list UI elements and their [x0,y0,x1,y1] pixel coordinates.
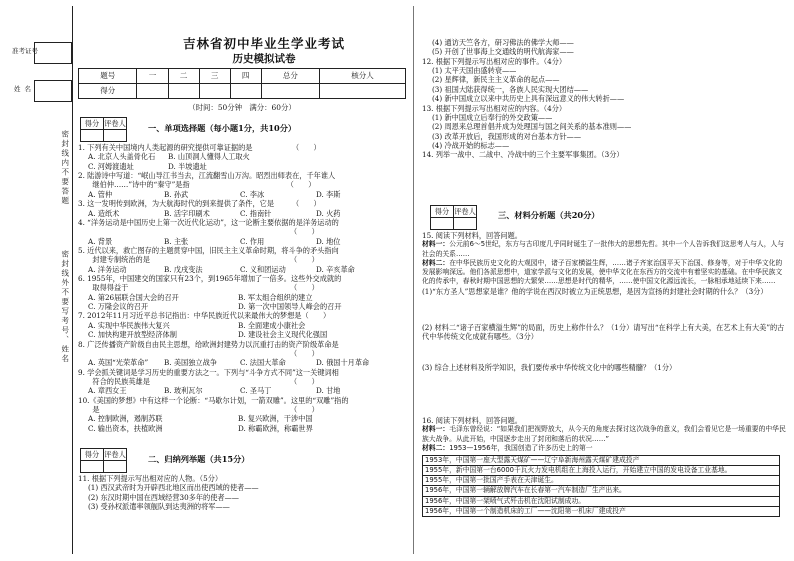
option[interactable]: B. 山顶洞人懂得人工取火 [168,152,250,162]
options-row [88,386,408,395]
option[interactable]: B. 孙武 [164,189,189,199]
option[interactable]: A. 英国“光荣革命” [88,358,149,368]
option[interactable]: B. 戊戌变法 [164,264,203,274]
grader-score-cell[interactable] [81,130,104,142]
table-row: 1956年，中国第一辆解放牌汽车在长春第一汽车制造厂生产出来。 [423,486,779,496]
table-row: 1953年，中国第一座大型露天煤矿——辽宁阜新海州露天煤矿建成投产 [423,456,779,466]
option[interactable]: D. 半坡遗址 [168,161,207,171]
options-row [88,302,408,311]
question-stem: 取得得益于 （ ） [78,283,319,293]
question-stem: 1. 下列有关中国境内人类起源的研究提供可靠证据的是 （ ） [78,143,321,152]
question-stem: 3. 这一发明传到欧洲，为大航海时代的到来提供了条件，它是 （ ） [78,199,321,209]
options-row [88,152,408,161]
option[interactable]: A. 造纸术 [88,208,120,218]
material-1 [422,240,786,258]
question-stem: 符合的民族英雄是 （ ） [78,376,319,386]
option[interactable]: D. 称霸欧洲，称霸世界 [238,423,313,433]
grader-reviewer-label: 评卷人 [104,118,126,128]
answer-line[interactable]: (3) 祖国大陆获得统一，各族人民实现大团结—— [432,84,589,94]
option[interactable]: B. 军太组合组织的建立 [238,292,313,302]
material-label: 材料一： [422,425,450,434]
material-text: 1953—1956年，我国创造了许多历史上的第一 [449,443,593,452]
score-cell: 题号 [79,69,137,84]
material-2 [422,444,786,453]
grader-score-label: 得分 [431,206,454,218]
exam-number-box [34,42,72,64]
option[interactable]: B. 玻利瓦尔 [164,386,203,396]
options-row [88,293,408,302]
option[interactable]: C. 义和团运动 [240,264,286,274]
exam-number-label: 准考证号 [12,47,38,55]
options-row [88,330,408,339]
option[interactable]: D. 俄国十月革命 [316,358,370,368]
answer-line[interactable]: (1) 太平天国由盛转衰—— [432,66,517,76]
options-row [88,162,408,171]
material-label: 材料二： [422,258,450,267]
question-stem: 16. 阅读下列材料，回答问题。 [422,416,522,425]
question-stem: 15. 阅读下列材料，回答问题。 [422,231,522,240]
question-11 [78,474,408,511]
score-cell: 四 [230,69,261,84]
option[interactable]: C. 河姆渡遗址 [88,161,134,171]
score-cell: 一 [137,69,168,84]
score-cell: 二 [168,69,199,84]
score-input-cell[interactable] [320,84,406,99]
exam-note: （时间：50分钟 满分：60分） [188,103,296,112]
score-cell: 三 [199,69,230,84]
option[interactable]: C. 输出资本，扶植欧洲 [88,423,163,433]
score-cell: 总分 [261,69,319,84]
right-top-questions [422,38,786,160]
score-cell: 核分人 [320,69,406,84]
score-input-cell[interactable] [230,84,261,99]
answer-space[interactable] [422,297,786,323]
options-row [88,265,408,274]
options-row [88,209,408,218]
answer-line[interactable]: (5) 开创了世事海上交通线的明代航海家—— [432,47,574,57]
answer-line[interactable]: (4) 冷战开始的标志—— [432,140,510,150]
table-row: 1956年，中国第一个制造机床的工厂——沈阳第一机床厂建成投产 [425,506,626,515]
option[interactable]: D. 辛亥革命 [316,264,355,274]
grader-reviewer-cell[interactable] [104,130,127,142]
material-label: 材料二： [422,443,450,452]
question-stem: 12. 根据下列提示写出相对应的事件。（4分） [422,56,567,66]
score-input-cell[interactable] [137,84,168,99]
answer-line[interactable]: (2) 星辉律，新民主主义革命的起点—— [432,75,560,85]
material-2 [422,259,786,287]
option[interactable]: A. 实现中华民族伟大复兴 [88,320,170,330]
option[interactable]: D. 李斯 [316,189,341,199]
question-15 [422,231,786,373]
options-row [88,190,408,199]
score-cell: 得分 [79,84,137,99]
answer-line[interactable]: (2) 周恩来总理首倡并成为处理国与国之间关系的基本准则—— [432,122,632,132]
grader-reviewer-label: 评卷人 [454,206,476,216]
table-row: 1955年，新中国第一台6000千瓦火力发电机组在上海投入运行，开始建立中国的发电设备工业基地。 [423,466,779,476]
option[interactable]: A. 北京人头盖骨化石 [88,152,156,162]
option[interactable]: C. 圣马丁 [240,386,272,396]
sub-question: (2) 材料二“诸子百家横溢生辉”的局面，历史上称作什么？（1分）请写出“在科学上有大美，在艺术上有大美”的古代中华传统文化成就有哪些。（3分） [422,322,785,341]
option[interactable]: A. 管仲 [88,189,113,199]
option[interactable]: B. 主张 [164,236,189,246]
question-stem: 11. 根据下列提示写出相对应的人物。（5分） [78,474,223,483]
answer-line[interactable]: (4) 通访天竺各方，研习佛法的佛学大师—— [432,38,574,47]
options-row [88,424,408,433]
options-row [88,414,408,423]
question-stem: 10.《美国的梦想》中有这样一个论断：“马歇尔计划，一箭双雕”。这里的“双雕”指的 [78,395,349,405]
question-stem: 继伯仲……”诗中的“秦守”是指 （ ） [78,180,316,190]
material-text: 在中华民族历史文化的大观园中，诸子百家横溢生辉，……诸子齐家治国平天下治国、修身等，对于中华文化的发展影响深远。他们各派思想中，道家学派与文化的发展，使中华文化在东西方的交流中有着坚实的基础。在中华民族文化的传承中，春秋时期中国思想的大繁荣……思想是时代的精华，……使中国文化源远流长，一脉相承地延续下来…… [422,258,783,286]
binding-line [72,6,73,554]
question-stem: 8. 广泛传播资产阶级自由民主思想，给欧洲封建势力以沉重打击的资产阶级革命是 [78,339,339,349]
option[interactable]: D. 甘地 [316,386,341,396]
answer-line[interactable]: (1) 新中国成立后奉行的外交政策—— [432,112,553,122]
question-stem: （ ） [78,227,319,237]
grader-score-cell[interactable] [431,218,454,230]
table-row: 1955年，中国第一批国产手表在天津诞生。 [423,476,779,486]
left-questions [78,143,408,433]
exam-subtitle: 历史模拟试卷 [232,53,296,65]
section-1-title: 一、单项选择题（每小题1分，共10分） [148,123,297,133]
option[interactable]: B. 活字印刷术 [164,208,210,218]
question-stem: 是 （ ） [78,405,319,415]
question-stem: 6. 1955年，中国建交的国家只有23个，到1965年增加了一倍多。这些外交成就的 [78,274,342,284]
option[interactable]: D. 地位 [316,236,341,246]
grader-box-1 [80,117,127,142]
question-stem: 13. 根据下列提示写出相对应的内容。（4分） [422,103,567,113]
name-box [34,80,72,102]
name-label: 姓名 [14,85,35,93]
score-input-cell[interactable] [168,84,199,99]
answer-line[interactable]: (2) 东汉时期中国在西域经营30多年的使者—— [88,492,239,502]
option[interactable]: B. 复兴欧洲，干涉中国 [238,414,313,424]
column-divider [413,6,414,554]
table-row: 1956年，中国第一架喷气式歼击机在沈阳试制成功。 [423,497,779,507]
question-stem: 封建专制统治的是 （ ） [78,255,319,265]
material-1 [422,425,786,443]
material-text: 公元前6～5世纪，东方与古印度几乎同时诞生了一批伟大的思想先哲。其中一个人告诉我们这思考人与人，人与社会的关系…… [422,240,785,258]
options-row [88,321,408,330]
seal-text-inner: 密封线内不要答题 [60,130,70,206]
grader-reviewer-cell[interactable] [454,218,477,230]
exam-title: 吉林省初中毕业生学业考试 [182,36,345,51]
option[interactable]: B. 美国独立战争 [164,358,217,368]
answer-line[interactable]: (3) 受孙权派遣率领舰队到达夷洲的将军—— [88,502,230,512]
grader-box-3 [430,205,477,230]
sub-question: (1)“东方圣人”思想家是谁？他的学说在西汉时被立为正统思想，是因为宣扬的封建社会时期的什么？（3分） [422,287,768,297]
answer-space[interactable] [422,341,786,363]
options-row [88,237,408,246]
grader-reviewer-label: 评卷人 [104,449,126,459]
material-label: 材料一： [422,240,450,249]
option[interactable]: C. 万隆会议的召开 [88,302,149,312]
question-16 [422,416,786,517]
option[interactable]: A. 洋务运动 [88,264,127,274]
score-table [78,68,406,99]
option[interactable]: A. 控制欧洲，遏制苏联 [88,414,163,424]
grader-score-cell[interactable] [81,461,104,473]
option[interactable]: D. 建设社会主义现代化强国 [238,330,328,340]
option[interactable]: C. 加快构建开放型经济体制 [88,330,177,340]
option[interactable]: D. 火药 [316,208,341,218]
option[interactable]: B. 全面建成小康社会 [238,320,306,330]
question-stem: 7. 2012年11月习近平总书记指出：中华民族近代以来最伟大的梦想是（ ） [78,311,331,321]
question-stem: 4. “洋务运动是中国历史上第一次近代化运动”，这一论断主要依据的是洋务运动的 [78,217,339,227]
firsts-table [422,455,780,517]
option[interactable]: D. 第一次中国领导人峰会的召开 [238,302,342,312]
question-stem: （ ） [78,348,319,358]
score-input-cell[interactable] [261,84,319,99]
grader-score-label: 得分 [81,449,104,461]
section-3-title: 三、材料分析题（共20分） [498,210,600,220]
answer-line[interactable]: (1) 西汉武帝时为开辟西北地区而出使西域的使者—— [88,483,259,493]
grader-box-2 [80,448,127,473]
material-text: 毛泽东曾经说：“如果我们把视野放大，从今天的角度去探讨这次战争的意义，我们会看见它是一场重要的中华民族大战争。从此开始，中国逐步走出了封闭和落后的状况……” [422,425,786,443]
option[interactable]: A. 背景 [88,236,113,246]
option[interactable]: A. 章西女王 [88,386,127,396]
option[interactable]: C. 作用 [240,236,265,246]
question-stem: 5. 近代以来，救亡图存的主题贯穿中国，旧民主主义革命时期，将斗争的矛头指向 [78,245,339,255]
answer-line[interactable]: (3) 改革开放后，我国形成的对台基本方针—— [432,131,582,141]
answer-line[interactable]: (4) 新中国成立以来中共历史上具有深远意义的伟大转折—— [432,94,625,104]
question-stem: 14. 列举一战中、二战中、冷战中的三个主要军事集团。（3分） [422,150,624,160]
grader-score-label: 得分 [81,118,104,130]
seal-text-outer: 密封线外不要写考号、姓名 [60,250,70,364]
question-stem: 9. 学会抓关键词是学习历史的重要方法之一。下列与“斗争方式不同”这一关键词相 [78,367,339,377]
section-2-title: 二、归纳列举题（共15分） [148,454,250,464]
grader-reviewer-cell[interactable] [104,461,127,473]
option[interactable]: C. 李冰 [240,189,265,199]
option[interactable]: A. 第26届联合国大会的召开 [88,292,179,302]
score-input-cell[interactable] [199,84,230,99]
sub-question: (3) 综合上述材料及所学知识，我们要传承中华传统文化中的哪些精髓？（1分） [422,363,677,373]
option[interactable]: C. 法国大革命 [240,358,286,368]
option[interactable]: C. 指南针 [240,208,272,218]
question-stem: 2. 陆游诗中写道：“岷山导江书当去，江流翻雪山万沟。昭烈出师表在，千年谁人 [78,171,336,181]
options-row [88,358,408,367]
